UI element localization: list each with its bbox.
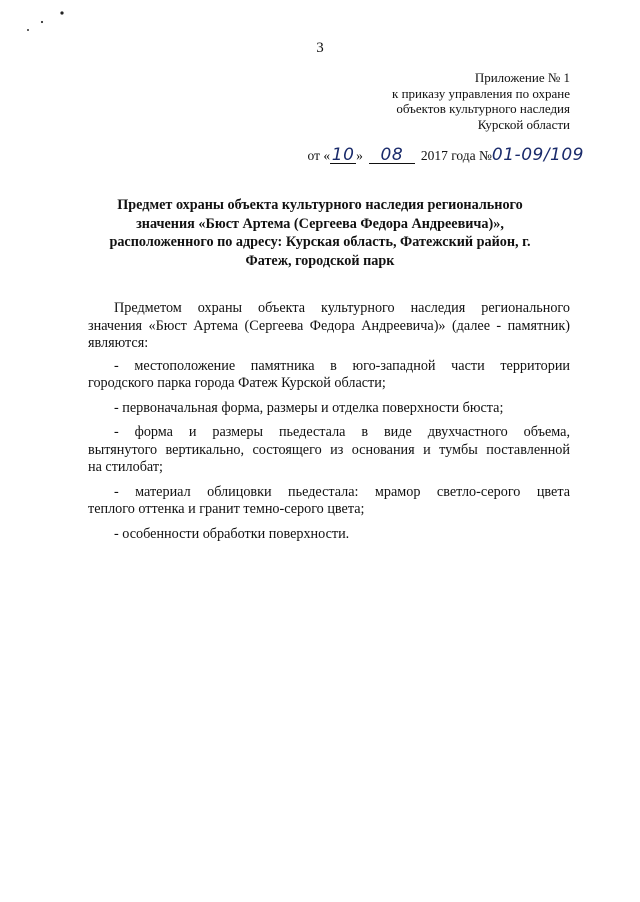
text-line: городского парка города Фатеж Курской области; [88,375,386,391]
text-line: теплого оттенка и гранит темно-серого цвета; [88,501,365,517]
order-reference [308,145,585,165]
title-line: Предмет охраны объекта культурного наследия регионального [117,197,523,213]
document-title [92,196,548,270]
text-line: - форма и размеры пьедестала в виде двухчастного объема, [114,424,570,440]
title-line: значения «Бюст Артема (Сергеева Федора Андреевича)», [136,215,504,232]
text-line: значения «Бюст Артема (Сергеева Федора Андреевича)» (далее - памятник) [88,317,570,334]
text-line: - первоначальная форма, размеры и отделка поверхности бюста; [114,399,504,416]
appendix-line: Курской области [477,116,570,132]
text-line: - материал облицовки пьедестала: мрамор светло-серого цвета [114,483,570,500]
title-line: расположенного по адресу: Курская область, Фатежский район, г. [109,234,531,250]
order-close-quote: » [356,148,363,163]
list-item [88,424,570,477]
intro-paragraph [88,300,570,353]
text-line: - особенности обработки поверхности. [114,525,350,542]
list-item [88,358,570,393]
order-day: 10 [331,145,355,165]
text-line: - местоположение памятника в юго-западной части территории [114,357,570,374]
document-body [88,300,570,550]
appendix-line: к приказу управления по охране [392,85,570,101]
appendix-line: Приложение № 1 [474,70,570,85]
list-item [88,400,570,418]
text-line: являются: [88,335,149,351]
order-month: 08 [369,147,415,164]
page-number: 3 [316,40,324,56]
order-number: 01-09/109 [491,145,584,165]
appendix-line: объектов культурного наследия [396,101,570,116]
text-line: на стилобат; [88,459,163,475]
scan-specks [18,6,78,36]
list-item [88,484,570,519]
title-line: Фатеж, городской парк [245,252,395,269]
text-line: Предметом охраны объекта культурного наследия регионального [114,300,570,316]
text-line: вытянутого вертикально, состоящего из основания и тумбы поставленной [88,441,570,458]
order-from-label: от « [307,148,331,163]
appendix-header [392,70,570,132]
order-year-text: 2017 года № [420,148,492,163]
list-item [88,526,570,544]
